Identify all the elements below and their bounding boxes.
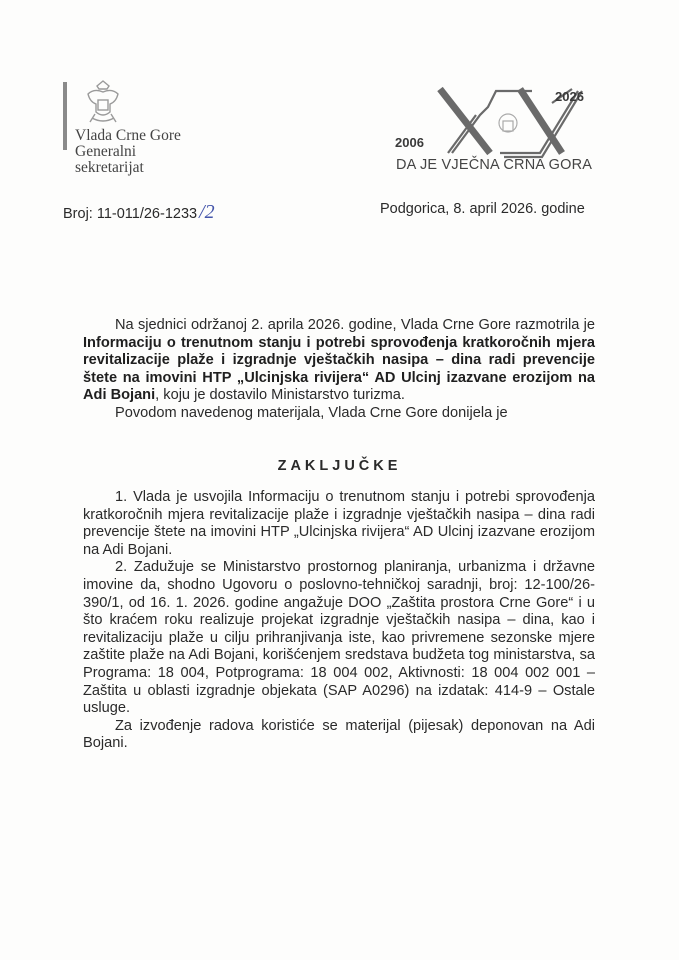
intro-closing: Povodom navedenog materijala, Vlada Crne Gore donijela je: [115, 404, 508, 421]
intro-text-end: , koju je dostavilo Ministarstvo turizma.: [155, 387, 405, 404]
place-and-date: Podgorica, 8. april 2026. godine: [380, 201, 585, 217]
conclusions-list: [83, 489, 595, 753]
intro-section: [83, 317, 595, 423]
reference-number: [63, 201, 215, 224]
organization-name: [75, 128, 181, 176]
org-line-3: sekretarijat: [75, 159, 144, 176]
coat-of-arms-icon: [80, 78, 126, 128]
reference-number-text: Broj: 11-011/26-1233: [63, 206, 198, 222]
letterhead-divider: [63, 82, 67, 150]
handwritten-suffix: /2: [199, 201, 215, 223]
intro-document-title: Informaciju o trenutnom stanju i potrebi sprovođenja kratkoročnih mjera revitalizacije plaže i izgradnje vještačkih nasipa – dina radi prevencije štete na imovini HTP „Ulcinjska rivijera“ AD Ulcinj izazvane erozijom na Adi Bojani: [83, 334, 595, 404]
intro-paragraph: [83, 317, 595, 405]
org-line-2: Generalni: [75, 143, 137, 160]
org-line-1: Vlada Crne Gore: [75, 127, 181, 144]
intro-text-start: Na sjednici održanoj 2. aprila 2026. godine, Vlada Crne Gore razmotrila je: [115, 317, 595, 333]
jubilee-motto: DA JE VJEČNA CRNA GORA: [396, 157, 593, 173]
jubilee-year-start: 2006: [395, 135, 424, 150]
jubilee-year-end: 2026: [555, 89, 584, 104]
conclusions-heading: ZAKLJUČKE: [277, 458, 402, 474]
conclusion-item: 2. Zadužuje se Ministarstvo prostornog planiranja, urbanizma i državne imovine da, shodno Ugovoru o poslovno-tehničkoj saradnji, broj: 12-100/26-390/1, od 16. 1. 2026. godine angažuje DOO „Zaštita prostora Crne Gore“ i u što kraćem roku realizuje projekat izgradnje vještačkih nasipa – dina, kao i revitalizaciju plaže u cilju prihranjivanja iste, kao privremene sezonske mjere zaštite plaže na Adi Bojani, korišćenjem sredstava budžeta tog ministarstva, sa Programa: 18 004, Potprograma: 18 004 002, Aktivnosti: 18 004 002 001 – Zaštita u oblasti izgradnje objekata (SAP A0296) na izdatak: 414-9 – Ostale usluge.: [83, 559, 595, 717]
conclusion-item: 1. Vlada je usvojila Informaciju o trenutnom stanju i potrebi sprovođenja kratkoročnih mjera revitalizacije plaže i izgradnje vještačkih nasipa – dina radi prevencije štete na imovini HTP „Ulcinjska rivijera“ AD Ulcinj izazvane erozijom na Adi Bojani.: [83, 489, 595, 558]
conclusion-item: Za izvođenje radova koristiće se materijal (pijesak) deponovan na Adi Bojani.: [83, 717, 595, 752]
